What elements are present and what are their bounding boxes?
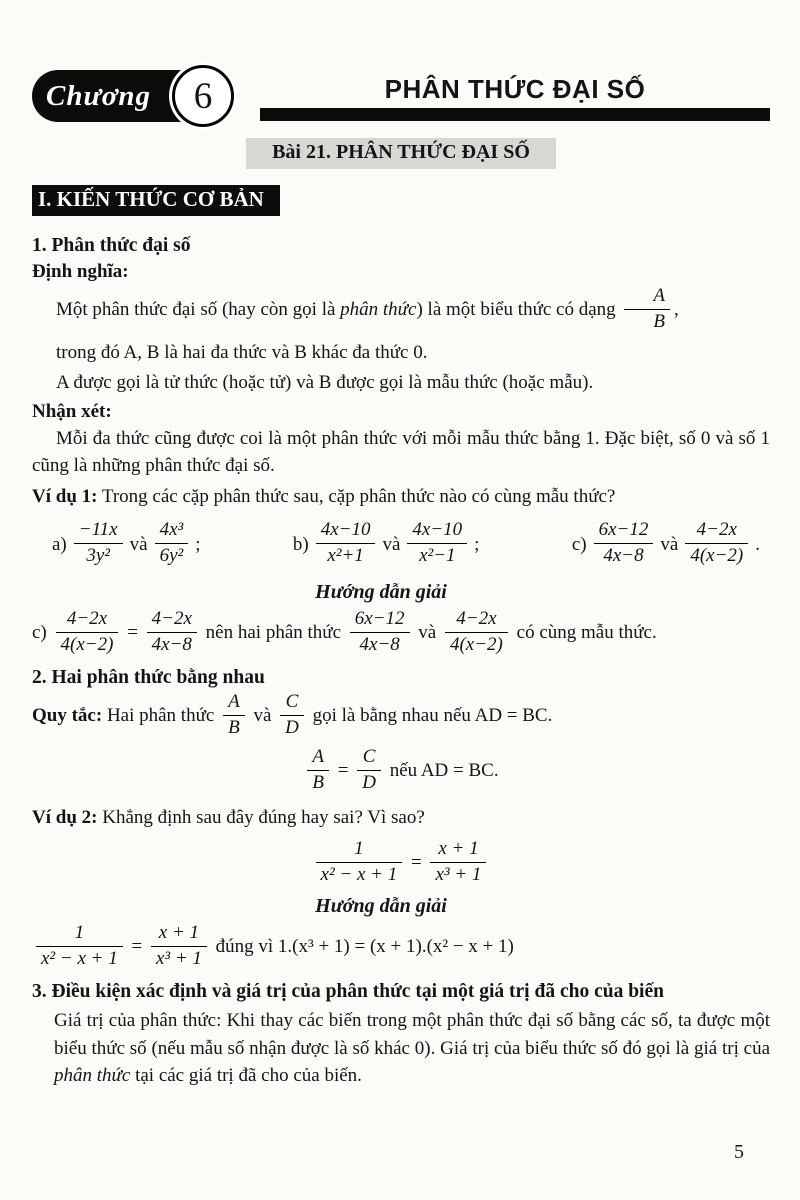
rule-paragraph	[32, 690, 770, 741]
pair-a-label: a)	[52, 534, 67, 556]
fraction	[350, 608, 410, 656]
part3-text-run: Giá trị của phân thức: Khi thay các biến trong một phân thức đại số bằng các số, ta được một biểu thức số (nếu mẫu số nhận được là số khác 0). Giá trị của biểu thức số đó gọi là giá trị của	[54, 1010, 770, 1059]
rule-equation	[32, 748, 770, 796]
pair-c	[572, 521, 760, 569]
part1-heading: 1. Phân thức đại số	[32, 235, 191, 256]
part2-heading: 2. Hai phân thức bằng nhau	[32, 666, 265, 688]
example1-label: Ví dụ 1:	[32, 485, 98, 507]
fraction-numerator: 1	[36, 922, 123, 947]
fraction-denominator: x² − x + 1	[320, 863, 398, 885]
definition-paragraph	[32, 287, 770, 335]
chapter-label: Chương	[46, 79, 152, 112]
chapter-title-block	[260, 70, 770, 121]
fraction-denominator: B	[312, 772, 324, 794]
pair-b	[293, 521, 480, 569]
fraction-numerator: 4x−10	[316, 519, 376, 544]
chapter-number-badge	[172, 65, 234, 127]
section-heading: I. KIẾN THỨC CƠ BẢN	[32, 185, 280, 216]
fraction-numerator: 4−2x	[445, 608, 508, 633]
fraction	[155, 519, 189, 567]
solution-text-run: nên hai phân thức	[205, 622, 342, 644]
conjunction: và	[382, 534, 401, 556]
part3-paragraph	[54, 1007, 770, 1090]
example2-solution	[32, 924, 770, 972]
chapter-header	[32, 70, 770, 122]
fraction-numerator: 4x³	[155, 519, 189, 544]
fraction-c-over-d	[280, 691, 304, 739]
fraction-numerator: 6x−12	[350, 608, 410, 633]
definition-text-run: ) là một biểu thức có dạng	[416, 299, 616, 321]
fraction-denominator: D	[285, 716, 299, 738]
fraction-denominator: 4(x−2)	[449, 633, 503, 655]
page-number: 5	[734, 1141, 744, 1163]
punctuation: ;	[195, 534, 201, 556]
fraction-denominator: x³ + 1	[155, 948, 202, 970]
solution-heading-2: Hướng dẫn giải	[315, 895, 447, 918]
chapter-title-bar	[260, 108, 770, 121]
fraction-numerator: A	[624, 285, 670, 310]
rule-text-run: gọi là bằng nhau nếu AD = BC.	[312, 705, 553, 726]
fraction-denominator: 4(x−2)	[690, 545, 744, 567]
fraction	[151, 922, 207, 970]
equals-sign: =	[337, 760, 349, 782]
fraction	[56, 608, 119, 656]
conjunction: và	[253, 705, 272, 726]
fraction-numerator: x + 1	[430, 838, 486, 863]
fraction-denominator: x³ + 1	[435, 863, 482, 885]
part3-heading: 3. Điều kiện xác định và giá trị của phân thức tại một giá trị đã cho của biến	[32, 981, 664, 1003]
chapter-number: 6	[193, 75, 213, 117]
chapter-title: PHÂN THỨC ĐẠI SỐ	[384, 74, 646, 104]
fraction-denominator: x²+1	[327, 545, 364, 567]
fraction	[685, 519, 748, 567]
example2-intro	[32, 804, 770, 832]
fraction-denominator: D	[362, 772, 376, 794]
definition-term-italic: phân thức	[340, 299, 417, 321]
equals-sign: =	[127, 622, 138, 644]
solution-heading-1: Hướng dẫn giải	[315, 581, 447, 604]
fraction	[36, 922, 123, 970]
fraction	[307, 746, 329, 794]
chapter-pill	[32, 70, 213, 122]
fraction	[445, 608, 508, 656]
fraction-numerator: A	[307, 746, 329, 771]
section-heading-row	[32, 185, 770, 226]
fraction-denominator: 4(x−2)	[60, 633, 114, 655]
rule-label: Quy tắc:	[32, 705, 103, 726]
fraction-numerator: 4−2x	[685, 519, 748, 544]
fraction	[74, 519, 123, 567]
pair-a	[52, 521, 200, 569]
rule-text-run: Hai phân thức	[106, 705, 215, 726]
solution-text-run: có cùng mẫu thức.	[516, 622, 657, 644]
fraction-a-over-b	[223, 691, 245, 739]
equals-sign: =	[411, 851, 422, 873]
part3-text-run: tại các giá trị đã cho của biến.	[135, 1065, 362, 1087]
fraction-denominator: 3y²	[86, 545, 111, 567]
fraction-numerator: −11x	[74, 519, 123, 544]
fraction-numerator: 4−2x	[147, 608, 197, 633]
fraction-denominator: 4x−8	[359, 633, 400, 655]
conjunction: và	[418, 622, 437, 644]
definition-text-run: ,	[674, 299, 679, 321]
fraction-numerator: C	[280, 691, 304, 716]
example1-intro	[32, 483, 770, 511]
fraction-numerator: 1	[316, 838, 403, 863]
fraction-denominator: x² − x + 1	[41, 948, 118, 970]
punctuation: ;	[474, 534, 480, 556]
definition-text-run: Một phân thức đại số (hay còn gọi là	[56, 299, 336, 321]
remark-text: Mỗi đa thức cũng được coi là một phân thức với mỗi mẫu thức bằng 1. Đặc biệt, số 0 và số 1 cũng là những phân thức đại số.	[32, 427, 770, 477]
example2-label: Ví dụ 2:	[32, 807, 98, 829]
fraction	[407, 519, 467, 567]
fraction-denominator: x²−1	[419, 545, 456, 567]
pair-c-label: c)	[571, 534, 587, 556]
fraction-denominator: B	[653, 310, 666, 332]
fraction	[147, 608, 197, 656]
pair-b-label: b)	[292, 534, 309, 556]
fraction-numerator: C	[357, 746, 381, 771]
definition-line3: A được gọi là tử thức (hoặc tử) và B được gọi là mẫu thức (hoặc mẫu).	[56, 372, 594, 394]
fraction-numerator: x + 1	[151, 922, 207, 947]
fraction-numerator: 4x−10	[407, 519, 467, 544]
fraction	[594, 519, 654, 567]
example1-question: Trong các cặp phân thức sau, cặp phân thức nào có cùng mẫu thức?	[101, 485, 616, 507]
conjunction: và	[129, 534, 148, 556]
fraction-denominator: B	[228, 716, 240, 738]
example2-question: Khẳng định sau đây đúng hay sai? Vì sao?	[102, 807, 425, 829]
fraction-a-over-b	[624, 285, 670, 333]
fraction	[357, 746, 381, 794]
part3-term-italic: phân thức	[54, 1065, 131, 1087]
definition-label: Định nghĩa:	[32, 261, 129, 282]
definition-line2: trong đó A, B là hai đa thức và B khác đa thức 0.	[56, 341, 428, 363]
equation-tail: nếu AD = BC.	[389, 760, 499, 782]
fraction-numerator: 4−2x	[56, 608, 119, 633]
fraction	[316, 519, 376, 567]
conjunction: và	[660, 534, 679, 556]
fraction-denominator: 4x−8	[603, 545, 644, 567]
punctuation: .	[755, 534, 760, 556]
solution-item-label: c)	[32, 622, 47, 644]
fraction	[430, 838, 486, 886]
fraction-denominator: 4x−8	[151, 633, 192, 655]
remark-label: Nhận xét:	[32, 400, 112, 422]
solution-text-run: đúng vì 1.(x³ + 1) = (x + 1).(x² − x + 1)	[215, 936, 514, 958]
fraction-numerator: 6x−12	[594, 519, 654, 544]
example1-solution	[32, 610, 770, 658]
lesson-title: Bài 21. PHÂN THỨC ĐẠI SỐ	[246, 138, 556, 169]
example1-fraction-pairs	[32, 513, 770, 573]
equals-sign: =	[131, 936, 143, 958]
example2-equation	[32, 837, 770, 888]
fraction-denominator: 6y²	[159, 545, 184, 567]
fraction	[316, 838, 403, 886]
fraction-numerator: A	[223, 691, 245, 716]
